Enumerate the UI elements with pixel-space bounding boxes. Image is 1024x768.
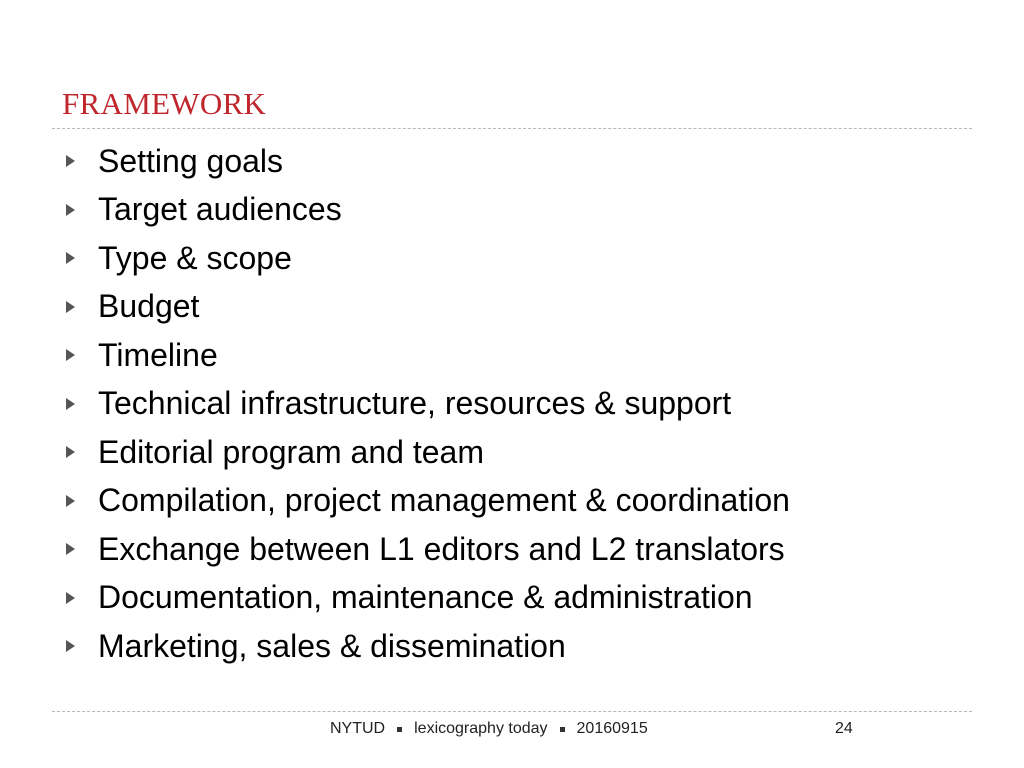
list-item (60, 428, 790, 477)
triangle-right-icon (66, 398, 75, 410)
triangle-right-icon (66, 543, 75, 555)
bullet-text: Technical infrastructure, resources & support (98, 385, 732, 422)
list-item (60, 283, 790, 332)
triangle-right-icon (66, 204, 75, 216)
triangle-right-icon (66, 349, 75, 361)
bullet-text: Documentation, maintenance & administration (98, 579, 753, 616)
bullet-text: Compilation, project management & coordination (98, 482, 790, 519)
triangle-right-icon (66, 495, 75, 507)
footer-text (330, 720, 648, 738)
list-item (60, 331, 790, 380)
title-divider (52, 128, 972, 129)
footer-topic: lexicography today (414, 720, 548, 737)
list-item (60, 137, 790, 186)
bullet-list (60, 137, 790, 671)
list-item (60, 186, 790, 235)
triangle-right-icon (66, 252, 75, 264)
triangle-right-icon (66, 446, 75, 458)
page-number: 24 (835, 720, 853, 737)
bullet-text: Marketing, sales & dissemination (98, 627, 566, 664)
triangle-right-icon (66, 592, 75, 604)
list-item (60, 622, 790, 671)
list-item (60, 477, 790, 526)
square-bullet-icon (560, 727, 565, 732)
slide-title: FRAMEWORK (62, 86, 267, 121)
footer-date: 20160915 (576, 720, 648, 737)
footer-divider (52, 711, 972, 712)
bullet-text: Timeline (98, 336, 218, 373)
footer-org: NYTUD (330, 720, 386, 737)
bullet-text: Budget (98, 288, 200, 325)
triangle-right-icon (66, 640, 75, 652)
bullet-text: Target audiences (98, 191, 342, 228)
square-bullet-icon (397, 727, 402, 732)
bullet-text: Type & scope (98, 239, 292, 276)
bullet-text: Setting goals (98, 142, 284, 179)
triangle-right-icon (66, 301, 75, 313)
list-item (60, 574, 790, 623)
list-item (60, 525, 790, 574)
bullet-text: Editorial program and team (98, 433, 484, 470)
list-item (60, 380, 790, 429)
bullet-text: Exchange between L1 editors and L2 translators (98, 530, 785, 567)
triangle-right-icon (66, 155, 75, 167)
list-item (60, 234, 790, 283)
footer (0, 718, 1024, 742)
